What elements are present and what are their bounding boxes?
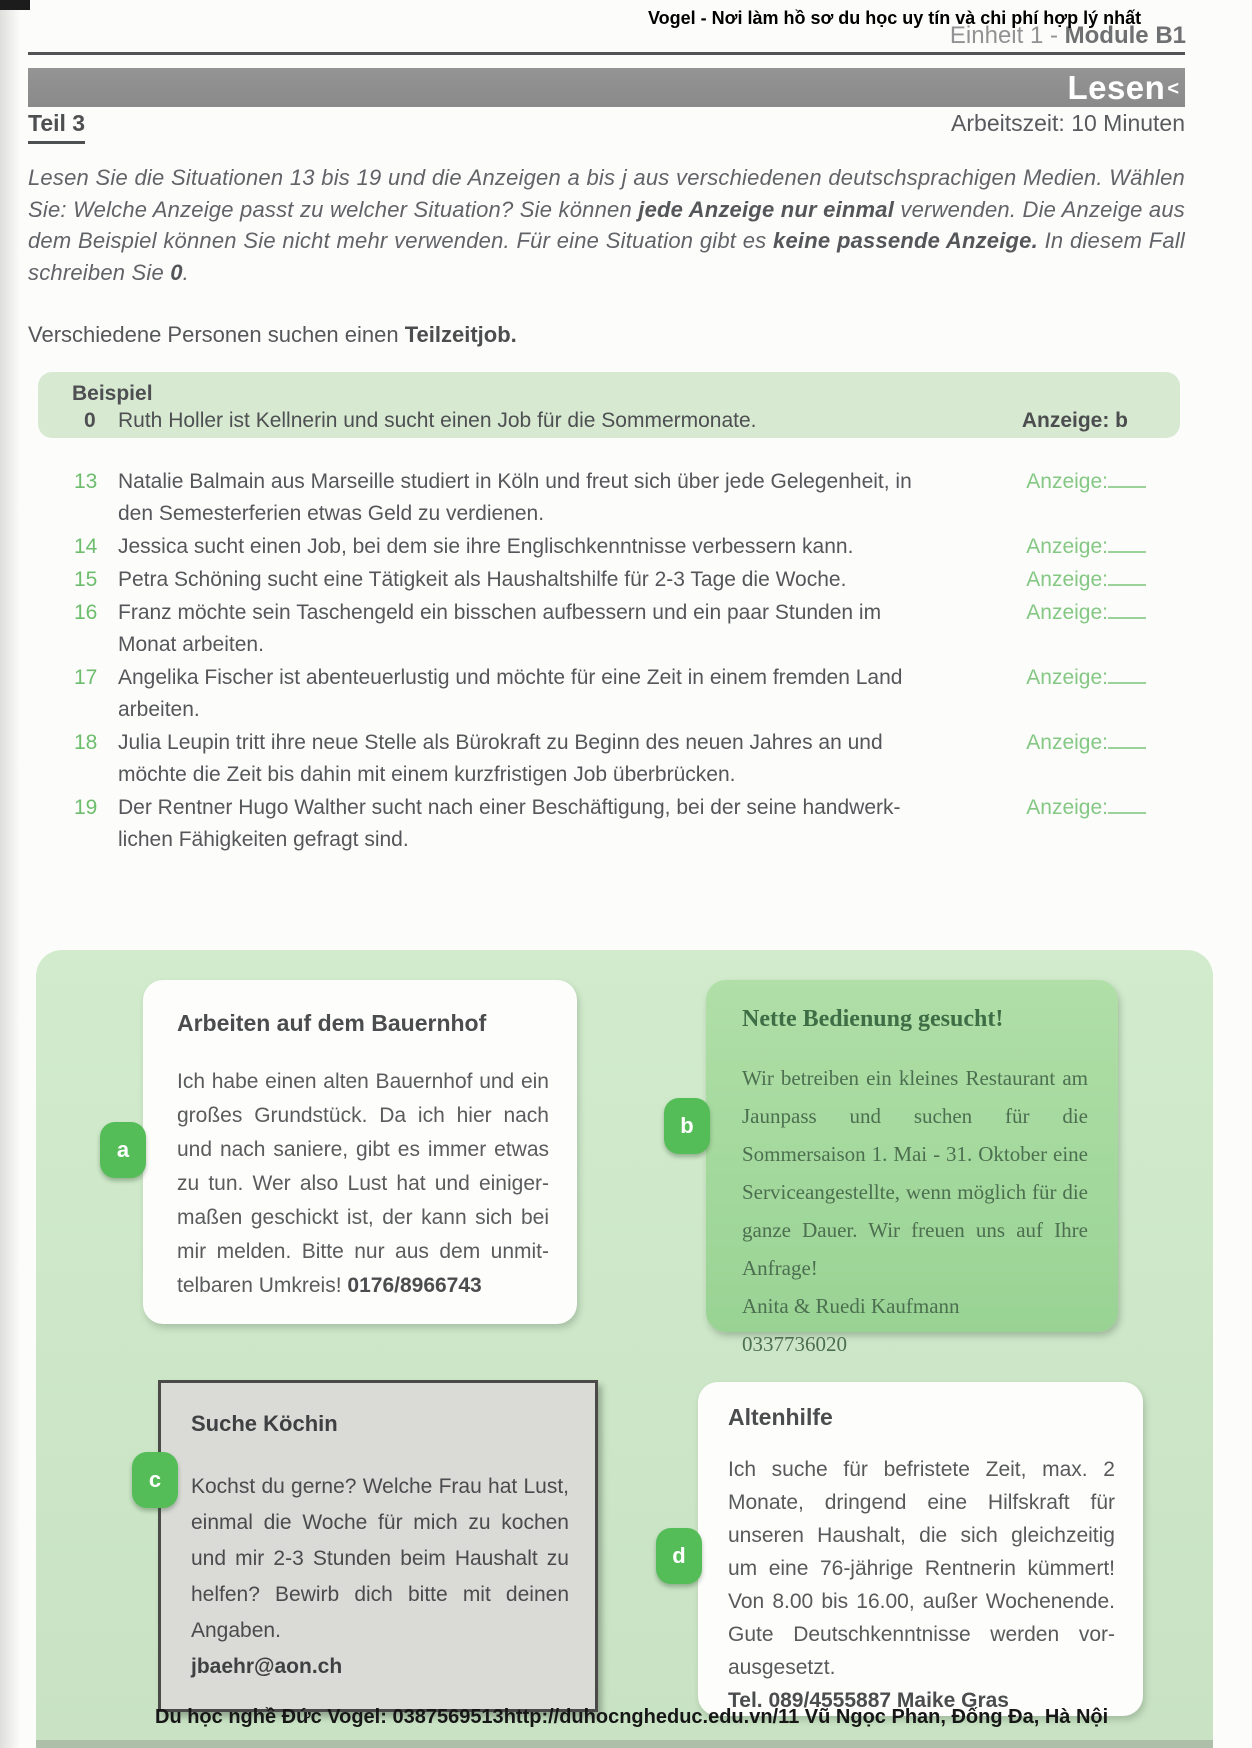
ad-phone: 0176/8966743: [347, 1274, 482, 1297]
item-text: Franz möchte sein Taschengeld ein bisschen aufbessern und ein paar Stunden im Monat arbeiten.: [118, 601, 882, 656]
answer-field: [1026, 531, 1146, 563]
section-bar: [28, 68, 1185, 107]
ad-card-b: [706, 980, 1118, 1356]
unit-header-module: Module B1: [1064, 22, 1186, 49]
item-number: 14: [74, 535, 98, 558]
answer-blank[interactable]: [1108, 531, 1146, 553]
example-box: [38, 372, 1180, 438]
answer-blank[interactable]: [1108, 662, 1146, 684]
instructions-segment: verwenden. Die Anzeige aus dem Beispiel können Sie nicht mehr verwenden. Für eine Situation gibt es: [28, 196, 1185, 253]
part-label: Teil 3: [28, 110, 85, 144]
unit-header-prefix: Einheit 1 -: [949, 22, 1058, 49]
answer-blank[interactable]: [1108, 466, 1146, 488]
answer-field: [1026, 662, 1146, 694]
item-text: Julia Leupin tritt ihre neue Stelle als Bürokraft zu Beginn des neuen Jahres an und möchte die Zeit bis dahin mit einem kurzfristigen Job überbrücken.: [118, 731, 883, 786]
item-text: Jessica sucht einen Job, bei dem sie ihre Englischkenntnisse verbessern kann.: [118, 535, 854, 558]
answer-field: [1026, 597, 1146, 629]
example-number: 0: [84, 409, 96, 432]
answer-label: Anzeige:: [1026, 731, 1108, 754]
footer-agency: Du học nghề Đức Vogel: 0387569513: [155, 1706, 504, 1728]
instructions-segment: Lesen Sie die Situationen 13 bis 19 und die Anzeigen a bis j aus verschiedenen deutschsprachigen Medien. Wählen Sie: Welche Anzeige passt zu welcher Situation? Sie können: [28, 165, 1185, 222]
answer-label: Anzeige:: [1026, 796, 1108, 819]
answer-label: Anzeige:: [1026, 666, 1108, 689]
ad-card-d: [698, 1382, 1143, 1716]
ad-title: Arbeiten auf dem Bauernhof: [177, 1010, 487, 1036]
footer-url: http://duhocngheduc.edu.vn/: [503, 1706, 779, 1728]
ad-badge-d: d: [656, 1528, 702, 1584]
instructions-bold: 0: [170, 259, 183, 285]
task-instructions: [28, 162, 1185, 288]
topic-text: Verschiedene Personen suchen einen: [28, 322, 405, 347]
ad-phone: Tel. 089/4555887 Maike Gras: [728, 1689, 1009, 1712]
situation-item-13: [74, 466, 1146, 530]
item-text: Angelika Fischer ist abenteuerlustig und möchte für eine Zeit in einem fremden Land arbeiten.: [118, 666, 903, 721]
example-row: [72, 407, 1128, 434]
ad-contact-name: Anita & Ruedi Kaufmann: [742, 1294, 960, 1318]
watermark: Vogel - Nơi làm hồ sơ du học uy tín và chi phí hợp lý nhất: [648, 8, 1142, 28]
instructions-bold: jede Anzeige nur einmal: [638, 196, 895, 222]
ad-body: Wir betreiben ein kleines Restaurant am Jaunpass und suchen für die Sommersaison 1. Mai - 31. Oktober eine Serviceangestellte, wenn möglich für die ganze Dauer. Wir freuen uns auf Ihre Anfrage!: [742, 1066, 1088, 1280]
answer-field: [1026, 564, 1146, 596]
item-number: 13: [74, 470, 98, 493]
situation-list: [74, 466, 1146, 857]
item-number: 17: [74, 666, 98, 689]
ad-badge-a: a: [100, 1122, 146, 1178]
ad-badge-b: b: [664, 1098, 710, 1154]
situation-item-14: [74, 531, 1146, 563]
scan-edge-shading: [0, 0, 20, 1748]
answer-blank[interactable]: [1108, 792, 1146, 814]
scan-corner-mark: [0, 0, 30, 10]
answer-blank[interactable]: [1108, 597, 1146, 619]
answer-label: Anzeige:: [1026, 535, 1108, 558]
answer-label: Anzeige:: [1026, 601, 1108, 624]
task-topic-line: [28, 322, 517, 348]
section-arrow-icon: <: [1167, 78, 1179, 100]
item-number: 16: [74, 601, 98, 624]
ad-body-text: Ich habe einen alten Bauernhof und ein großes Grundstück. Da ich hier nach und nach saniere, gibt es immer etwas zu tun. Wer also Lust hat und einigermaßen geschickt ist, der kann sich bei mir melden. Bitte nur aus dem unmittelbaren Umkreis!: [177, 1070, 549, 1297]
answer-label: Anzeige:: [1026, 568, 1108, 591]
worktime-label: Arbeitszeit: 10 Minuten: [951, 110, 1185, 136]
answer-blank[interactable]: [1108, 564, 1146, 586]
item-number: 18: [74, 731, 98, 754]
ad-phone: 0337736020: [742, 1332, 847, 1356]
situation-item-17: [74, 662, 1146, 726]
item-text: Petra Schöning sucht eine Tätigkeit als Haushaltshilfe für 2-3 Tage die Woche.: [118, 568, 847, 591]
ad-title: Suche Köchin: [191, 1411, 338, 1436]
situation-item-15: [74, 564, 1146, 596]
ad-title: Nette Bedienung gesucht!: [742, 1006, 1004, 1032]
section-title: Lesen: [1067, 68, 1166, 106]
item-number: 15: [74, 568, 98, 591]
footer: [155, 1706, 1109, 1729]
header-divider: [28, 52, 1185, 55]
item-number: 19: [74, 796, 98, 819]
ad-email: jbaehr@aon.ch: [191, 1655, 343, 1678]
instructions-segment: .: [182, 259, 189, 285]
ad-body: Ich suche für befristete Zeit, max. 2 Monate, dringend eine Hilfskraft für unseren Haushalt, die sich gleichzeitig um eine 76-jährige Rentnerin kümmert! Von 8.00 bis 16.00, außer Wochenende. Gute Deutschkenntnisse werden vorausgesetzt.: [728, 1458, 1115, 1679]
scan-bottom-edge: [36, 1740, 1213, 1748]
situation-item-18: [74, 727, 1146, 791]
ads-panel: [36, 950, 1213, 1748]
subheader-row: [28, 110, 1185, 144]
answer-field: [1026, 792, 1146, 824]
item-text: Natalie Balmain aus Marseille studiert in Köln und freut sich über jede Gelegenheit, in den Semesterferien etwas Geld zu verdienen.: [118, 470, 912, 525]
ad-title: Altenhilfe: [728, 1404, 833, 1430]
answer-field: [1026, 466, 1146, 498]
example-text: Ruth Holler ist Kellnerin und sucht einen Job für die Sommermonate.: [118, 409, 757, 432]
topic-bold: Teilzeitjob.: [404, 322, 517, 347]
instructions-bold: keine passende Anzeige.: [773, 228, 1038, 253]
ad-card-c: [158, 1380, 598, 1712]
situation-item-19: [74, 792, 1146, 856]
example-label: Beispiel: [72, 382, 153, 405]
ad-badge-c: c: [132, 1452, 178, 1508]
ad-card-a: [143, 980, 577, 1324]
situation-item-16: [74, 597, 1146, 661]
ad-body: [177, 1065, 549, 1303]
ad-body: Kochst du gerne? Welche Frau hat Lust, einmal die Woche für mich zu kochen und mir 2-3 Stunden beim Haushalt zu helfen? Bewirb dich bitte mit deinen Angaben.: [191, 1475, 569, 1642]
example-answer: Anzeige: b: [1021, 409, 1128, 432]
footer-address: 11 Vũ Ngọc Phan, Đống Đa, Hà Nội: [778, 1706, 1109, 1728]
item-text: Der Rentner Hugo Walther sucht nach einer Beschäftigung, bei der seine handwerklichen Fähigkeiten gefragt sind.: [118, 796, 901, 851]
answer-label: Anzeige:: [1026, 470, 1108, 493]
instructions-segment: In diesem Fall schreiben Sie: [28, 228, 1185, 285]
answer-field: [1026, 727, 1146, 759]
answer-blank[interactable]: [1108, 727, 1146, 749]
